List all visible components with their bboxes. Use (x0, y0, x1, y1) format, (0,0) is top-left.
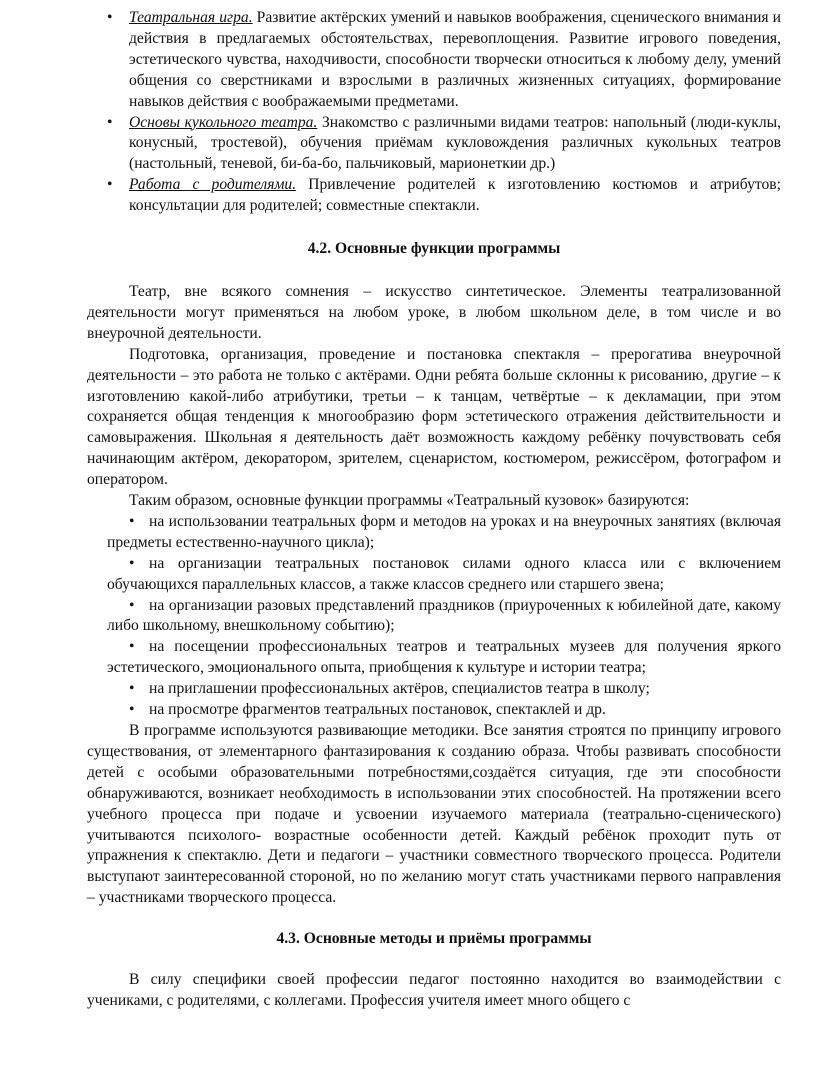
bullet-icon: • (129, 554, 135, 572)
list-item: • на просмотре фрагментов театральных постановок, спектаклей и др. (87, 700, 781, 721)
intro-bullet-theatre-game (87, 8, 781, 113)
bullet-icon: • (107, 9, 113, 26)
bullet-icon: • (129, 701, 135, 719)
list-item: • на посещении профессиональных театров и театральных музеев для получения яркого эстетического, эмоционального опыта, приобщения к культуре и истории театра; (107, 638, 781, 677)
paragraph: Подготовка, организация, проведение и постановка спектакля – прерогатива внеурочной деятельности – это работа не только с актёрами. Одни ребята больше склонны к рисованию, другие – к изготовлению какой-либо атрибутики, третьи – к танцам, четвёртые – к декламации, при этом сохраняется общая тенденция к многообразию форм эстетического отражения действительности и самовыражения. Школьная я деятельность даёт возможность каждому ребёнку почувствовать себя начинающим актёром, декоратором, зрителем, сценаристом, костюмером, режиссёром, фотографом и оператором. (87, 345, 781, 489)
paragraph: В силу специфики своей профессии педагог постоянно находится во взаимодействии с учениками, с родителями, с коллегами. Профессия учителя имеет много общего с (87, 971, 781, 1009)
bullet-icon: • (129, 638, 135, 656)
list-item: • на организации театральных постановок силами одного класса или с включением обучающихся параллельных классов, а также классов среднего или старшего звена; (107, 554, 781, 593)
intro-bullet-parents (87, 175, 781, 217)
bullet-icon: • (107, 176, 113, 194)
list-item: • на организации разовых представлений праздников (приуроченных к юбилейной дате, какому либо школьному, внешкольному событию); (107, 596, 781, 635)
list-item: • на приглашении профессиональных актёров, специалистов театра в школу; (87, 679, 781, 700)
paragraph: Таким образом, основные функции программы «Театральный кузовок» базируются: (129, 492, 690, 510)
section-heading-4-3: 4.3. Основные методы и приёмы программы (276, 930, 592, 948)
bullet-text: Знакомство с различными видами театров: напольный (люди-куклы, конусный, тростевой), обучения приёмам кукловождения различных кукольных театров (настольный, теневой, би-ба-бо, пальчиковый, марионеткии др.) (129, 113, 781, 173)
paragraph: В программе используются развивающие методики. Все занятия строятся по принципу игрового существования, от элементарного фантазирования к созданию образа. Чтобы развивать способности детей с особыми образовательными потребностями,создаётся ситуация, где эти способности обнаруживаются, возникает необходимость в использовании этих способностей. На протяжении всего учебного процесса при подаче и усвоении изучаемого материала (театрально-сценического) учитываются психолого- возрастные особенности детей. Каждый ребёнок проходит путь от упражнения к спектаклю. Дети и педагоги – участники совместного творческого процесса. Родители выступают заинтересованной стороной, но по желанию могут стать участниками первого направления – участниками творческого процесса. (87, 722, 781, 907)
paragraph: Театр, вне всякого сомнения – искусство синтетическое. Элементы театрализованной деятельности могут применяться на любом уроке, в любом школьном деле, в том числе и во внеурочной деятельности. (87, 282, 781, 342)
bullet-text: Развитие актёрских умений и навыков воображения, сценического внимания и действия в предлагаемых обстоятельствах, перевоплощения. Развитие игрового поведения, эстетического чувства, находчивости, способности творчески относиться к любому делу, умений общения со сверстниками и взрослыми в различных жизненных ситуациях, формирование навыков действия с воображаемыми предметами. (129, 9, 781, 110)
bullet-lead: Театральная игра. (129, 9, 253, 26)
bullet-lead: Работа с родителями. (129, 176, 297, 194)
bullet-text: Привлечение родителей к изготовлению костюмов и атрибутов; консультации для родителей; совместные спектакли. (129, 176, 781, 215)
intro-bullet-puppet-theatre (87, 113, 781, 176)
bullet-icon: • (129, 596, 135, 614)
bullet-icon: • (107, 113, 113, 131)
section-heading-4-2: 4.2. Основные функции программы (307, 240, 561, 258)
list-item: • на использовании театральных форм и методов на уроках и на внеурочных занятиях (включая предметы естественно-научного цикла); (107, 512, 781, 551)
bullet-icon: • (129, 512, 135, 530)
bullet-icon: • (129, 680, 135, 698)
document-page (87, 8, 781, 1012)
bullet-lead: Основы кукольного театра. (129, 113, 318, 131)
